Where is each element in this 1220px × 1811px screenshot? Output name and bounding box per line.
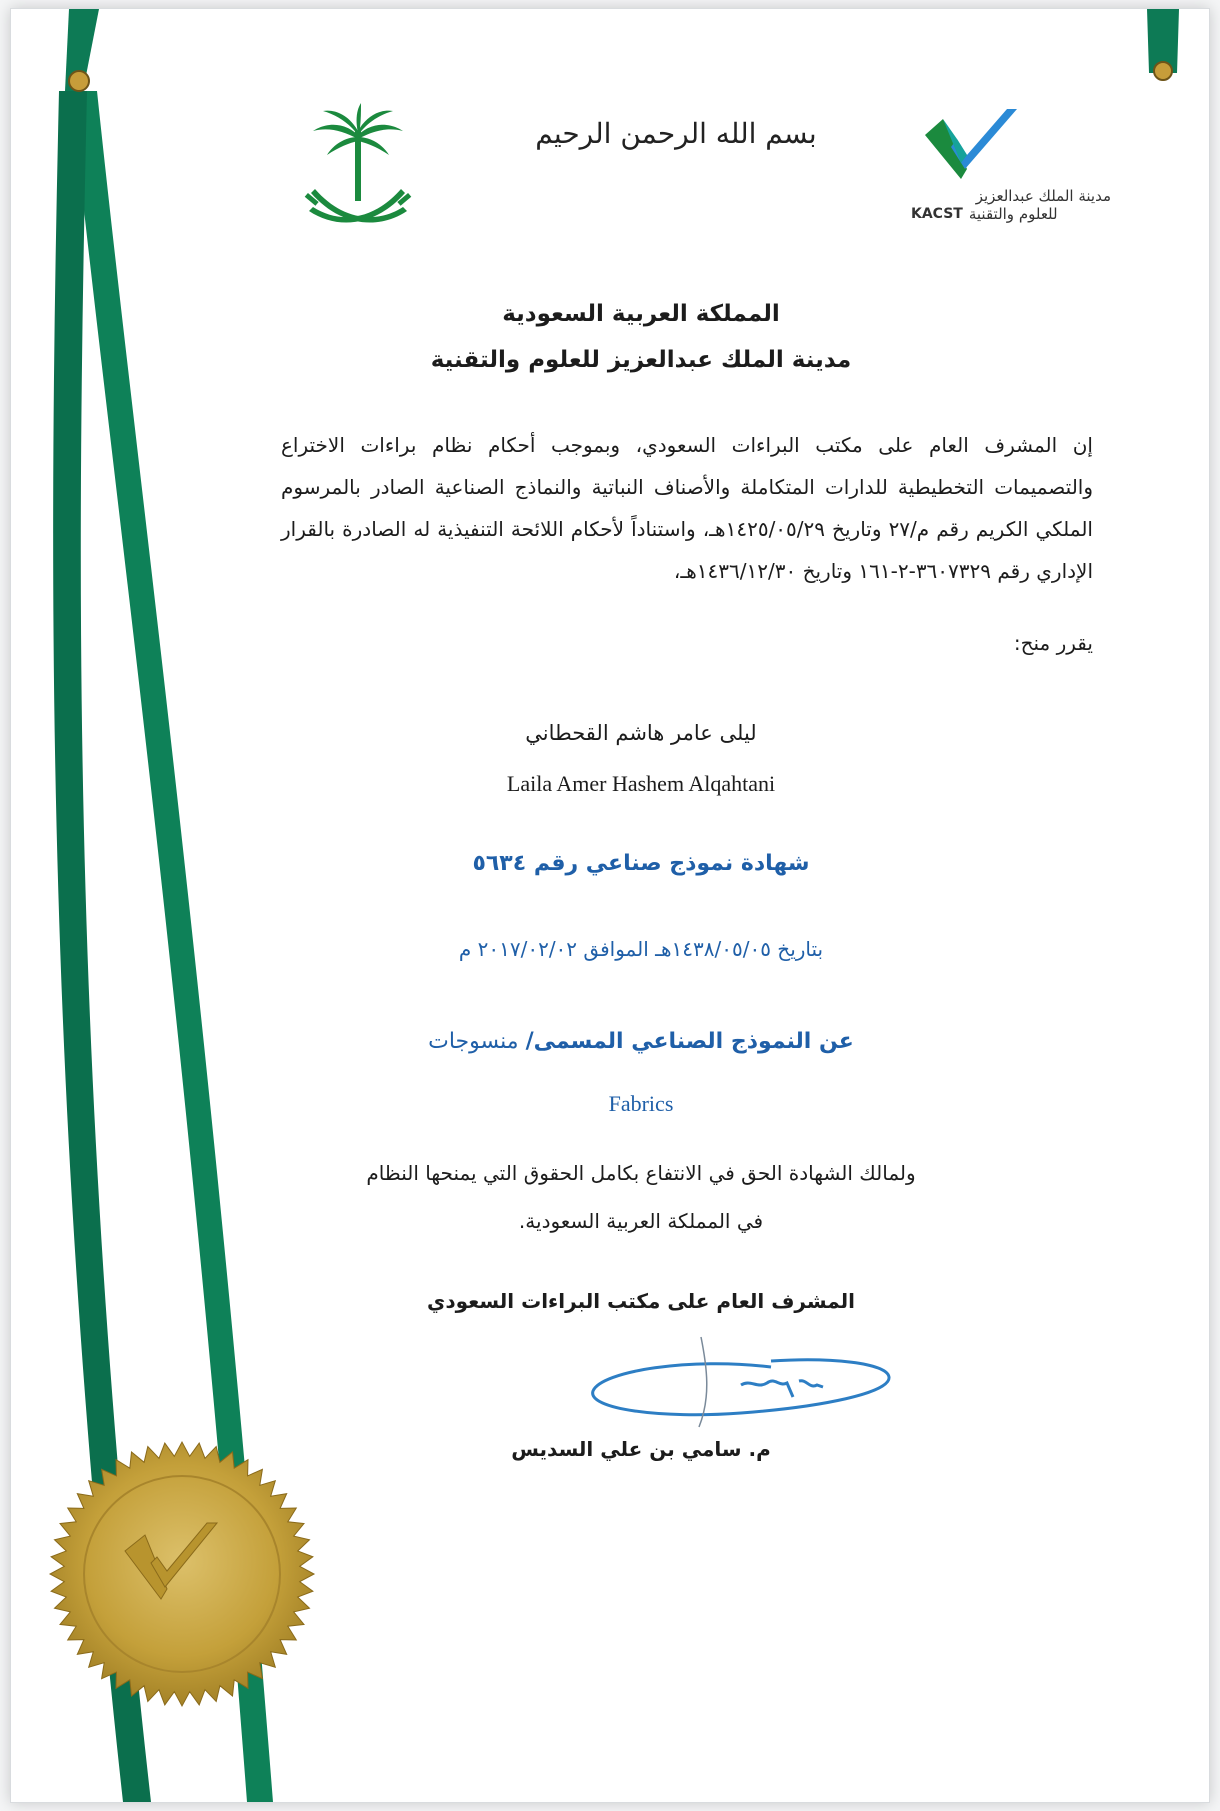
kacst-name-line2 [911, 205, 1111, 223]
grantee-name-en: Laila Amer Hashem Alqahtani [506, 771, 776, 796]
signatory-title: المشرف العام على مكتب البراءات السعودي [427, 1289, 855, 1313]
saudi-palm-swords-emblem-icon [303, 101, 413, 251]
gold-seal-icon [47, 1439, 317, 1709]
city-title: مدينة الملك عبدالعزيز للعلوم والتقنية [430, 347, 852, 373]
design-name-en: Fabrics [608, 1091, 674, 1116]
basmala: بسم الله الرحمن الرحيم [535, 117, 817, 150]
certificate-title: شهادة نموذج صناعي رقم ٥٦٣٤ [472, 851, 810, 876]
design-label: عن النموذج الصناعي المسمى/ [525, 1029, 854, 1054]
kacst-name-en: KACST [911, 206, 963, 222]
grantee-name-ar: ليلى عامر هاشم القحطاني [525, 721, 757, 745]
kacst-logo-text [911, 187, 1111, 223]
certificate-sheet [10, 8, 1210, 1803]
design-title [271, 1029, 1011, 1054]
kacst-name-line1: مدينة الملك عبدالعزيز [975, 187, 1111, 205]
kacst-check-logo-icon [921, 107, 1021, 183]
rights-line-2: في المملكة العربية السعودية. [518, 1209, 764, 1233]
design-name-ar: منسوجات [428, 1029, 519, 1054]
rights-line-1: ولمالك الشهادة الحق في الانتفاع بكامل الحقوق التي يمنحها النظام [366, 1161, 916, 1185]
kingdom-title: المملكة العربية السعودية [502, 301, 780, 327]
handwritten-signature-icon [571, 1327, 911, 1437]
signatory-name: م. سامي بن علي السديس [511, 1437, 771, 1461]
kacst-name-ar: للعلوم والتقنية [968, 205, 1058, 223]
certificate-date: بتاريخ ١٤٣٨/٠٥/٠٥هـ الموافق ٢٠١٧/٠٢/٠٢ م [458, 937, 824, 961]
preamble-paragraph: إن المشرف العام على مكتب البراءات السعودي، وبموجب أحكام نظام براءات الاختراع والتصميمات التخطيطية للدارات المتكاملة والأصناف النباتية والنماذج الصناعية الصادر بالمرسوم الملكي الكريم رقم م/٢٧ وتاريخ ١٤٢٥/٠٥/٢٩هـ، واستناداً لأحكام اللائحة التنفيذية له الصادرة بالقرار الإداري رقم ٣٦٠٧٣٢٩-٢-١٦١ وتاريخ ١٤٣٦/١٢/٣٠هـ، [281, 433, 1093, 583]
decides-label: يقرر منح: [1013, 631, 1093, 655]
